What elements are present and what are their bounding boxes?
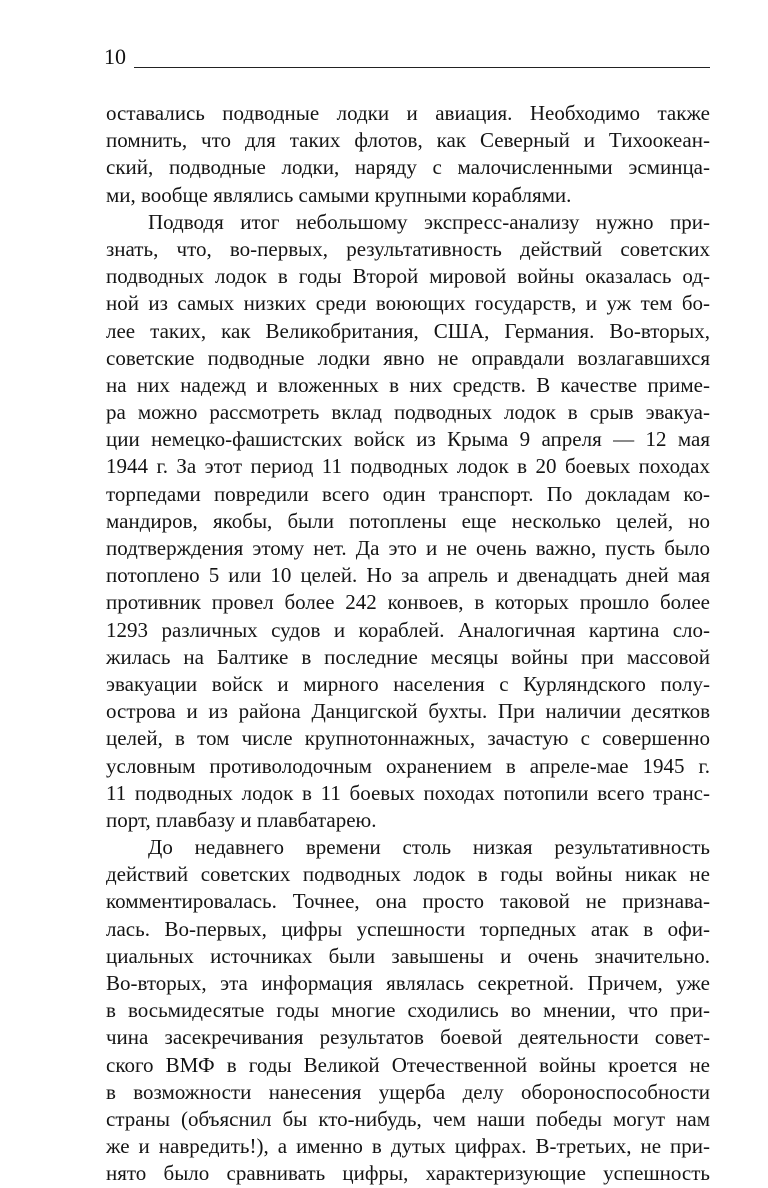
text-line: лась. Во-первых, цифры успешности торпедных атак в офи- — [106, 916, 710, 941]
text-line: эвакуации войск и мирного населения с Курляндского полу- — [106, 671, 710, 696]
text-line: 1944 г. За этот период 11 подводных лодок в 20 боевых походах — [106, 454, 710, 479]
text-line: острова и из района Данцигской бухты. При наличии десятков — [106, 699, 710, 724]
text-line: ра можно рассмотреть вклад подводных лодок в срыв эвакуа- — [106, 400, 710, 425]
text-line: же и навредить!), а именно в дутых цифрах. В-третьих, не при- — [106, 1134, 710, 1159]
text-line: порт, плавбазу и плавбатарею. — [106, 807, 377, 832]
body-text — [106, 100, 710, 1188]
text-line: противник провел более 242 конвоев, в которых прошло более — [106, 590, 710, 615]
text-line: лее таких, как Великобритания, США, Германия. Во-вторых, — [106, 318, 710, 343]
text-line: подводных лодок в годы Второй мировой войны оказалась од- — [106, 264, 710, 289]
text-line: ми, вообще являлись самыми крупными кораблями. — [106, 182, 572, 207]
text-line: Подводя итог небольшому экспресс-анализу нужно при- — [148, 209, 710, 234]
text-line: условным противолодочным охранением в апреле-мае 1945 г. — [106, 753, 710, 778]
text-line: комментировалась. Точнее, она просто таковой не признава- — [106, 889, 710, 914]
text-line: мандиров, якобы, были потоплены еще несколько целей, но — [106, 508, 710, 533]
text-line: страны (объяснил бы кто-нибудь, чем наши победы могут нам — [106, 1106, 710, 1131]
header-rule — [134, 67, 710, 68]
running-header — [104, 44, 710, 74]
text-line: целей, в том числе крупнотоннажных, зачастую с совершенно — [106, 726, 710, 751]
text-line: торпедами повредили всего один транспорт. По докладам ко- — [106, 481, 710, 506]
page-number: 10 — [104, 44, 126, 69]
text-line: на них надежд и вложенных в них средств. В качестве приме- — [106, 372, 710, 397]
text-line: До недавнего времени столь низкая результативность — [148, 835, 710, 860]
text-line: Во-вторых, эта информация являлась секретной. Причем, уже — [106, 971, 710, 995]
text-line: ского ВМФ в годы Великой Отечественной войны кроется не — [106, 1052, 710, 1077]
text-line: ной из самых низких среди воюющих государств, и уж тем бо- — [106, 291, 710, 316]
text-line: ский, подводные лодки, наряду с малочисленными эсминца- — [106, 155, 710, 180]
text-line: оставались подводные лодки и авиация. Необходимо также — [106, 101, 710, 125]
text-line: советские подводные лодки явно не оправдали возлагавшихся — [106, 345, 710, 370]
text-line: чина засекречивания результатов боевой деятельности совет- — [106, 1025, 710, 1050]
text-line: циальных источниках были завышены и очень значительно. — [106, 943, 710, 968]
text-line: в возможности нанесения ущерба делу обороноспособности — [106, 1079, 710, 1104]
text-line: 11 подводных лодок в 11 боевых походах потопили всего транс- — [106, 780, 710, 805]
text-line: знать, что, во-первых, результативность действий советских — [106, 236, 710, 261]
text-line: потоплено 5 или 10 целей. Но за апрель и двенадцать дней мая — [106, 563, 710, 588]
text-line: ции немецко-фашистских войск из Крыма 9 апреля — 12 мая — [106, 427, 710, 452]
text-line: 1293 различных судов и кораблей. Аналогичная картина сло- — [106, 617, 710, 642]
text-line: действий советских подводных лодок в годы войны никак не — [106, 862, 710, 887]
text-line: нято было сравнивать цифры, характеризующие успешность — [106, 1161, 710, 1186]
text-line: в восьмидесятые годы многие сходились во мнении, что при- — [106, 998, 710, 1023]
text-line: помнить, что для таких флотов, как Северный и Тихоокеан- — [106, 128, 710, 153]
text-line: подтверждения этому нет. Да это и не очень важно, пусть было — [106, 536, 710, 560]
text-line: жилась на Балтике в последние месяцы войны при массовой — [106, 644, 710, 669]
